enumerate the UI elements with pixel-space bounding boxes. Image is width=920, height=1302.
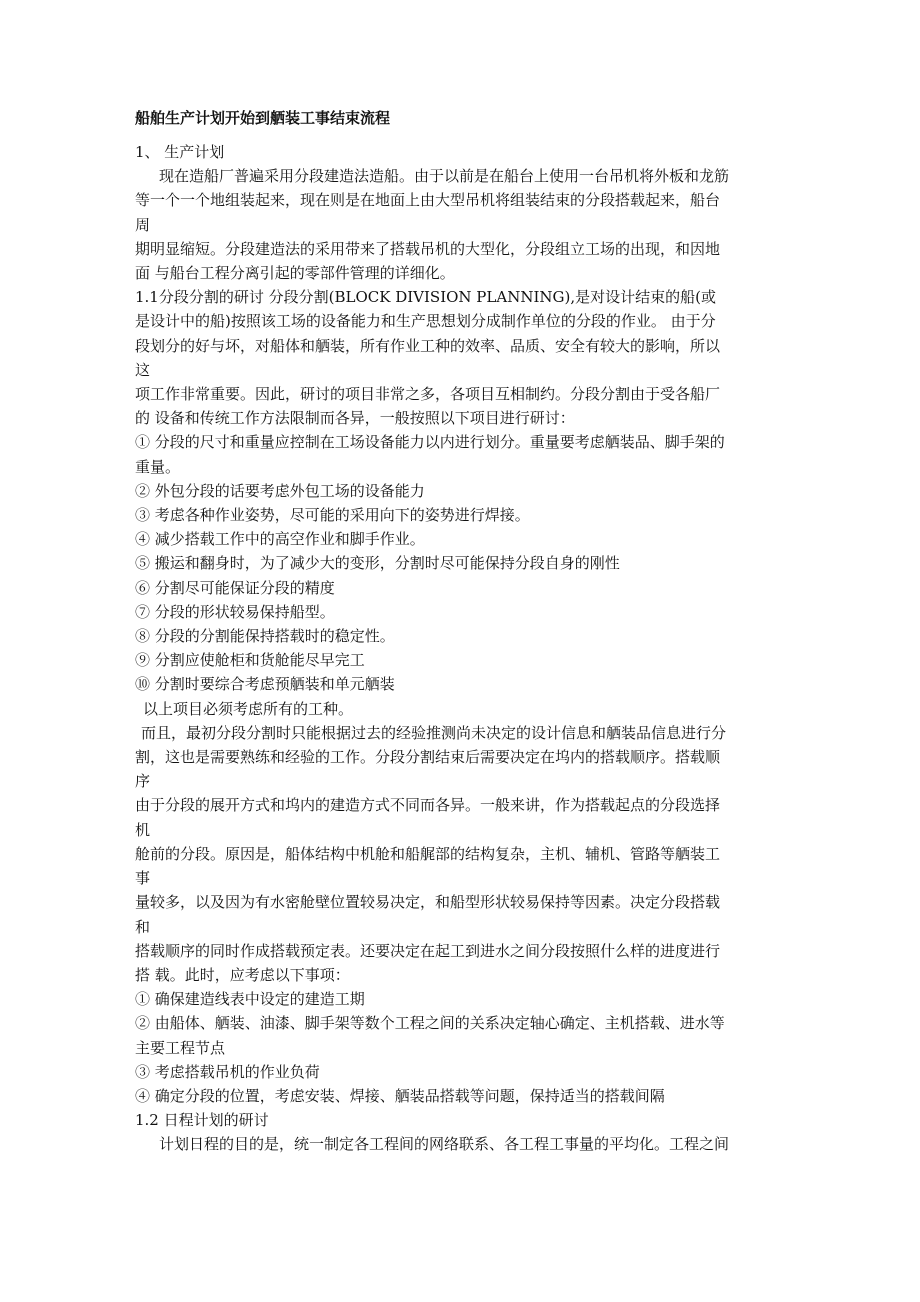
list-item-continuation: 主要工程节点 [135, 1038, 226, 1057]
paragraph-line: 段划分的好与坏，对船体和舾装，所有作业工种的效率、品质、安全有较大的影响，所以 [135, 336, 721, 355]
paragraph-line: 等一个一个地组装起来，现在则是在地面上由大型吊机将组装结束的分段搭载起来，船台 [135, 191, 721, 210]
paragraph-line: 量较多，以及因为有水密舱壁位置较易决定，和船型形状较易保持等因素。决定分段搭载 [135, 893, 721, 912]
list-item: ⑥ 分割尽可能保证分段的精度 [135, 578, 335, 597]
paragraph-line: 舱前的分段。原因是，船体结构中机舱和船艉部的结构复杂，主机、辅机、管路等舾装工 [135, 844, 721, 863]
paragraph-line: 而且，最初分段分割时只能根据过去的经验推测尚未决定的设计信息和舾装品信息进行分 [141, 723, 727, 742]
list-item: ⑦ 分段的形状较易保持船型。 [135, 602, 335, 621]
list-item: ① 确保建造线表中设定的建造工期 [135, 990, 365, 1009]
list-item: ② 外包分段的话要考虑外包工场的设备能力 [135, 481, 425, 500]
paragraph-line: 搭 载。此时，应考虑以下事项： [135, 965, 350, 984]
paragraph-line: 和 [135, 917, 151, 936]
list-item: ⑤ 搬运和翻身时，为了减少大的变形，分割时尽可能保持分段自身的刚性 [135, 554, 620, 573]
list-item: ③ 考虑搭载吊机的作业负荷 [135, 1062, 320, 1081]
paragraph-line: 由于分段的展开方式和坞内的建造方式不同而各异。一般来讲，作为搭载起点的分段选择 [135, 796, 721, 815]
paragraph-line: 以上项目必须考虑所有的工种。 [143, 699, 354, 718]
section-heading: 1、 生产计划 [135, 143, 225, 161]
list-item: ⑩ 分割时要综合考虑预舾装和单元舾装 [135, 675, 395, 694]
subsection-heading: 1.1分段分割的研讨 分段分割(BLOCK DIVISION PLANNING),是对设计结束的船(或 [135, 288, 716, 307]
paragraph-line: 面 与船台工程分离引起的零部件管理的详细化。 [135, 264, 455, 283]
paragraph-line: 项工作非常重要。因此，研讨的项目非常之多，各项目互相制约。分段分割由于受各船厂 [135, 385, 721, 404]
subsection-heading: 1.2 日程计划的研讨 [135, 1111, 269, 1130]
paragraph-line: 割，这也是需要熟练和经验的工作。分段分割结束后需要决定在坞内的搭载顺序。搭载顺 [135, 748, 721, 767]
paragraph-line: 序 [135, 772, 151, 791]
list-item: ② 由船体、舾装、油漆、脚手架等数个工程之间的关系决定轴心确定、主机搭载、进水等 [135, 1014, 725, 1033]
paragraph-line: 周 [135, 215, 151, 234]
paragraph-line: 事 [135, 869, 151, 888]
list-item: ④ 确定分段的位置，考虑安装、焊接、舾装品搭载等问题，保持适当的搭载间隔 [135, 1086, 665, 1105]
paragraph-line: 的 设备和传统工作方法限制而各异，一般按照以下项目进行研讨： [135, 409, 575, 428]
paragraph-line: 这 [135, 360, 151, 379]
list-item: ⑨ 分割应使舱柜和货舱能尽早完工 [135, 651, 365, 670]
paragraph-line: 期明显缩短。分段建造法的采用带来了搭载吊机的大型化，分段组立工场的出现，和因地 [135, 239, 721, 258]
document-page [135, 108, 795, 1157]
list-item-continuation: 重量。 [135, 457, 181, 476]
paragraph-line: 计划日程的目的是，统一制定各工程间的网络联系、各工程工事量的平均化。工程之间 [159, 1135, 730, 1154]
paragraph-line: 机 [135, 820, 151, 839]
document-title: 船舶生产计划开始到舾装工事结束流程 [135, 109, 391, 127]
paragraph-line: 搭载顺序的同时作成搭载预定表。还要决定在起工到进水之间分段按照什么样的进度进行 [135, 941, 721, 960]
paragraph-line: 现在造船厂普遍采用分段建造法造船。由于以前是在船台上使用一台吊机将外板和龙筋 [159, 167, 730, 186]
list-item: ⑧ 分段的分割能保持搭载时的稳定性。 [135, 627, 395, 646]
list-item: ① 分段的尺寸和重量应控制在工场设备能力以内进行划分。重量要考虑舾装品、脚手架的 [135, 433, 725, 452]
list-item: ③ 考虑各种作业姿势，尽可能的采用向下的姿势进行焊接。 [135, 506, 530, 525]
paragraph-line: 是设计中的船)按照该工场的设备能力和生产思想划分成制作单位的分段的作业。 由于分 [135, 312, 716, 331]
list-item: ④ 减少搭载工作中的高空作业和脚手作业。 [135, 530, 425, 549]
